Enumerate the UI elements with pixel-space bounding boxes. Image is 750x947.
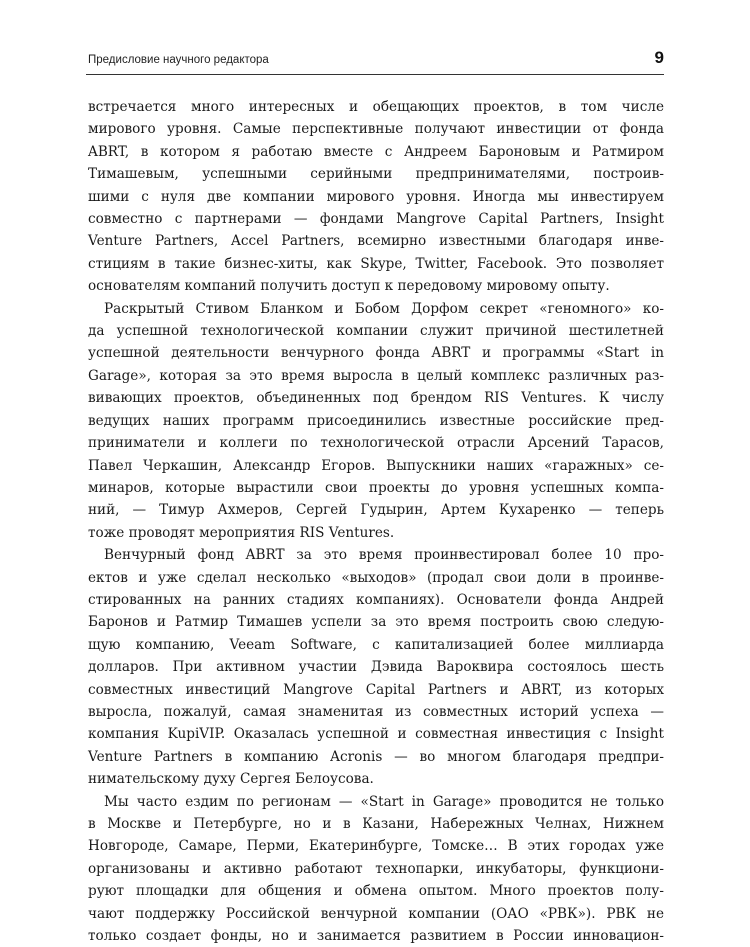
text-line: ний, — Тимур Ахмеров, Сергей Гудырин, Артем Кухаренко — теперь — [88, 502, 664, 519]
page-number: 9 — [654, 48, 664, 67]
paragraph — [88, 298, 664, 544]
paragraph — [88, 791, 664, 947]
text-line: Venture Partners в компанию Acronis — во многом благодаря предпри- — [88, 748, 664, 765]
text-line: компания KupiVIP. Оказалась успешной и совместная инвестиция с Insight — [88, 726, 664, 743]
text-line: Новгороде, Самаре, Перми, Екатеринбурге, Томске… В этих городах уже — [88, 838, 664, 855]
text-line: основателям компаний получить доступ к передовому мировому опыту. — [88, 278, 610, 295]
text-line: в Москве и Петербурге, но и в Казани, Набережных Челнах, Нижнем — [88, 816, 664, 832]
text-line: ведущих наших программ присоединились известные российские пред- — [88, 412, 664, 429]
text-line: минаров, которые вырастили свои проекты до уровня успешных компа- — [88, 479, 664, 496]
text-line: Мы часто ездим по регионам — «Start in Garage» проводится не только — [104, 793, 664, 810]
paragraph — [88, 96, 664, 298]
text-line: Венчурный фонд ABRT за это время проинвестировал более 10 про- — [104, 547, 664, 564]
text-line: Баронов и Ратмир Тимашев успели за это время построить свою следую- — [88, 614, 664, 631]
text-line: Раскрытый Стивом Бланком и Бобом Дорфом секрет «геномного» ко- — [104, 300, 664, 317]
text-line: ABRT, в котором я работаю вместе с Андреем Бароновым и Ратмиром — [88, 143, 664, 160]
text-line: долларов. При активном участии Дэвида Вароквира состоялось шесть — [88, 659, 664, 676]
text-line: шими с нуля две компании мирового уровня. Иногда мы инвестируем — [88, 188, 664, 205]
text-line: да успешной технологической компании служит причиной шестилетней — [88, 323, 664, 340]
text-line: щую компанию, Veeam Software, с капитализацией более миллиарда — [88, 636, 664, 653]
text-line: встречается много интересных и обещающих проектов, в том числе — [88, 99, 664, 115]
text-line: Тимашевым, успешными серийными предпринимателями, построив- — [88, 166, 664, 183]
text-line: стициям в такие бизнес-хиты, как Skype, Twitter, Facebook. Это позволяет — [88, 255, 664, 272]
text-line: Garage», которая за это время выросла в целый комплекс различных раз- — [88, 367, 664, 384]
text-body — [88, 96, 664, 947]
text-line: успешной деятельности венчурного фонда ABRT и программы «Start in — [88, 345, 664, 362]
text-line: Venture Partners, Accel Partners, всемирно известными благодаря инве- — [88, 233, 664, 250]
running-header — [86, 48, 664, 75]
text-line: совместно с партнерами — фондами Mangrove Capital Partners, Insight — [88, 211, 664, 228]
text-line: выросла, пожалуй, самая знаменитая из совместных историй успеха — — [88, 703, 664, 720]
text-line: приниматели и коллеги по технологической отрасли Арсений Тарасов, — [88, 435, 664, 452]
paragraph — [88, 544, 664, 790]
text-line: ектов и уже сделал несколько «выходов» (продал свои доли в проинве- — [88, 569, 664, 586]
text-line: стированных на ранних стадиях компаниях). Основатели фонда Андрей — [88, 591, 664, 608]
text-line: совместных инвестиций Mangrove Capital Partners и ABRT, из которых — [88, 681, 664, 698]
text-line: тоже проводят мероприятия RIS Ventures. — [88, 524, 395, 541]
text-line: Павел Черкашин, Александр Егоров. Выпускники наших «гаражных» се- — [88, 457, 664, 474]
running-title: Предисловие научного редактора — [88, 54, 269, 66]
text-line: организованы и активно работают технопарки, инкубаторы, функциони- — [88, 860, 664, 877]
text-line: чают поддержку Российской венчурной компании (ОАО «РВК»). РВК не — [88, 905, 664, 922]
text-line: вивающих проектов, объединенных под брендом RIS Ventures. К числу — [88, 390, 664, 407]
text-line: руют площадки для общения и обмена опытом. Много проектов полу- — [88, 883, 664, 900]
text-line: только создает фонды, но и занимается развитием в России инновацион- — [88, 928, 664, 945]
text-line: мирового уровня. Самые перспективные получают инвестиции от фонда — [88, 121, 664, 138]
text-line: нимательскому духу Сергея Белоусова. — [88, 771, 374, 788]
